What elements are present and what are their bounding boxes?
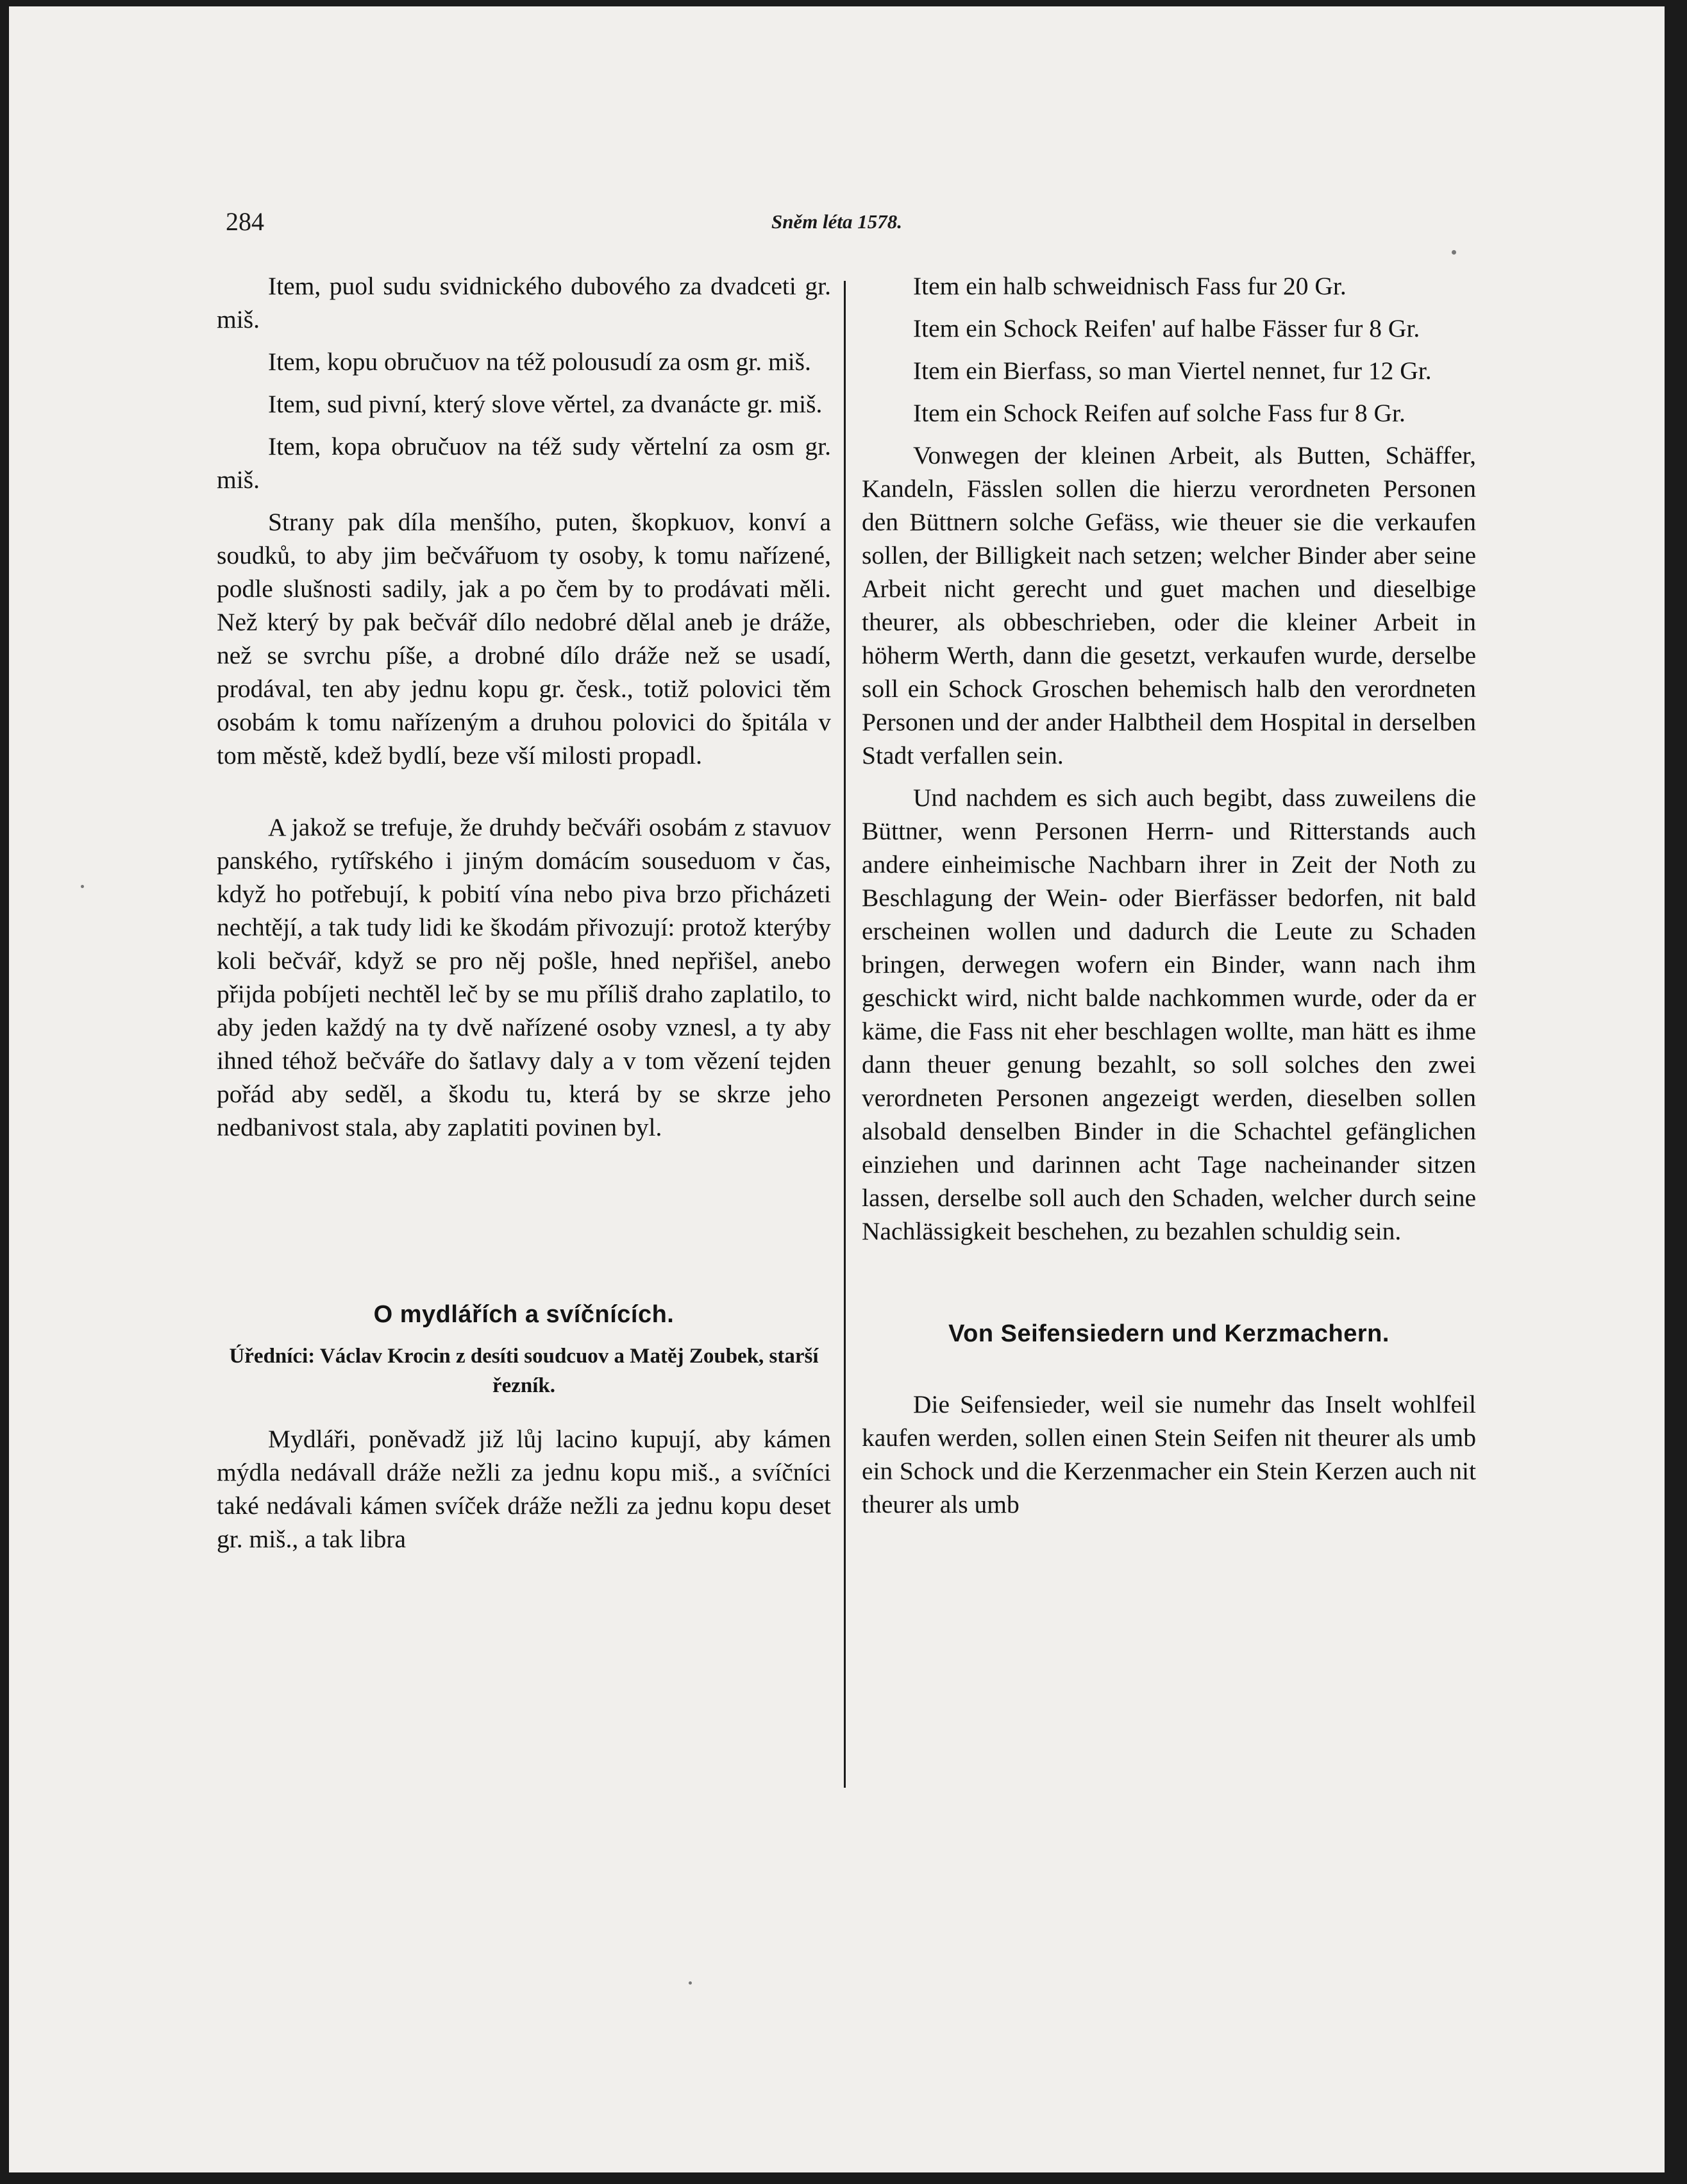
- speck: [81, 885, 84, 888]
- paragraph: A jakož se trefuje, že druhdy bečváři osobám z stavuov panského, rytířského i jiným domácím souseduom v čas, když ho potřebují, k pobití vína nebo piva brzo přicházeti nechtějí, a tak tudy lidi ke škodám přivozují: protož kterýby koli bečvář, když se pro něj pošle, hned nepřišel, anebo přijda pobíjeti nechtěl leč by se mu příliš draho zaplatilo, to aby jeden každý na ty dvě nařízené osoby vznesl, a ty aby ihned téhož bečváře do šatlavy daly a v tom vězení tejden pořád aby seděl, a škodu tu, která by se skrze jeho nedbanivost stala, aby zaplatiti povinen byl.: [217, 813, 831, 1141]
- right-column: [862, 269, 1476, 1530]
- document-page: [9, 6, 1665, 2172]
- paragraph: Strany pak díla menšího, puten, škopkuov, konví a soudků, to aby jim bečvářuom ty osoby, k tomu nařízené, podle slušnosti sadily, jak a po čem by to prodávati měli. Než který by pak bečvář dílo nedobré dělal aneb je dráže, než se svrchu píše, a drobné dílo dráže než se usadí, prodával, ten aby jednu kopu gr. česk., totiž polovici těm osobám k tomu nařízeným a druhou polovici do špitála v tom městě, kdež bydlí, beze vší milosti propadl.: [217, 508, 831, 769]
- paragraph: Mydláři, poněvadž již lůj lacino kupují, aby kámen mýdla nedávall dráže nežli za jednu kopu miš., a svíčníci také nedávali kámen svíček dráže nežli za jednu kopu deset gr. miš., a tak libra: [217, 1425, 831, 1553]
- speck: [1452, 250, 1456, 255]
- paragraph: Item, sud pivní, který slove věrtel, za dvanácte gr. miš.: [268, 390, 823, 418]
- paragraph: Die Seifensieder, weil sie numehr das Inselt wohlfeil kaufen werden, sollen einen Stein Seifen nit theurer als umb ein Schock und die Kerzenmacher ein Stein Kerzen auch nit theurer als umb: [862, 1390, 1476, 1518]
- running-head: Sněm léta 1578.: [771, 210, 903, 233]
- column-divider: [844, 281, 846, 1788]
- paragraph: Item, kopu obručuov na též polousudí za osm gr. miš.: [268, 348, 811, 376]
- paragraph: Item, puol sudu svidnického dubového za dvadceti gr. miš.: [217, 272, 831, 333]
- officials-note: Úředníci: Václav Krocin z desíti soudcuov a Matěj Zoubek, starší řezník.: [229, 1345, 819, 1397]
- paragraph: Item ein halb schweidnisch Fass fur 20 Gr.: [913, 272, 1347, 300]
- speck: [689, 1981, 692, 1985]
- page-number: 284: [226, 207, 264, 236]
- paragraph: Item ein Bierfass, so man Viertel nennet, fur 12 Gr.: [913, 357, 1432, 385]
- section-heading: O mydlářích a svíčnících.: [373, 1301, 675, 1328]
- paragraph: Und nachdem es sich auch begibt, dass zuweilens die Büttner, wenn Personen Herrn- und Ritterstands auch andere einheimische Nachbarn ihrer in Zeit der Noth zu Beschlagung der Wein- oder Bierfässer bedorfen, nit bald erscheinen wollen und dadurch die Leute zu Schaden bringen, derwegen wofern ein Binder, wann nach ihm geschickt wird, nicht balde nachkommen wurde, oder da er käme, die Fass nit eher beschlagen wollte, man hätt es ihme dann theuer genung bezahlt, so soll solches den zwei verordneten Personen angezeigt werden, dieselben sollen alsobald denselben Binder in die Schachtel gefänglichen einziehen und darinnen acht Tage nacheinander sitzen lassen, derselbe soll auch den Schaden, welcher durch seine Nachlässigkeit beschehen, zu bezahlen schuldig sein.: [862, 784, 1476, 1245]
- left-column: [217, 269, 831, 1565]
- paragraph: Item, kopa obručuov na též sudy věrtelní za osm gr. miš.: [217, 432, 831, 494]
- paragraph: Item ein Schock Reifen auf solche Fass fur 8 Gr.: [913, 399, 1406, 427]
- section-heading: Von Seifensiedern und Kerzmachern.: [948, 1320, 1389, 1347]
- paragraph: Vonwegen der kleinen Arbeit, als Butten, Schäffer, Kandeln, Fässlen sollen die hierzu verordneten Personen den Büttnern solche Gefäss, wie theuer sie die verkaufen sollen, der Billigkeit nach setzen; welcher Binder aber seine Arbeit nicht gerecht und guet machen und dieselbige theurer, als obbeschrieben, oder die kleiner Arbeit in höherm Werth, dann die gesetzt, verkaufen wurde, derselbe soll ein Schock Groschen behemisch halb den verordneten Personen und der ander Halbtheil dem Hospital in derselben Stadt verfallen sein.: [862, 441, 1476, 769]
- paragraph: Item ein Schock Reifen' auf halbe Fässer fur 8 Gr.: [913, 314, 1420, 342]
